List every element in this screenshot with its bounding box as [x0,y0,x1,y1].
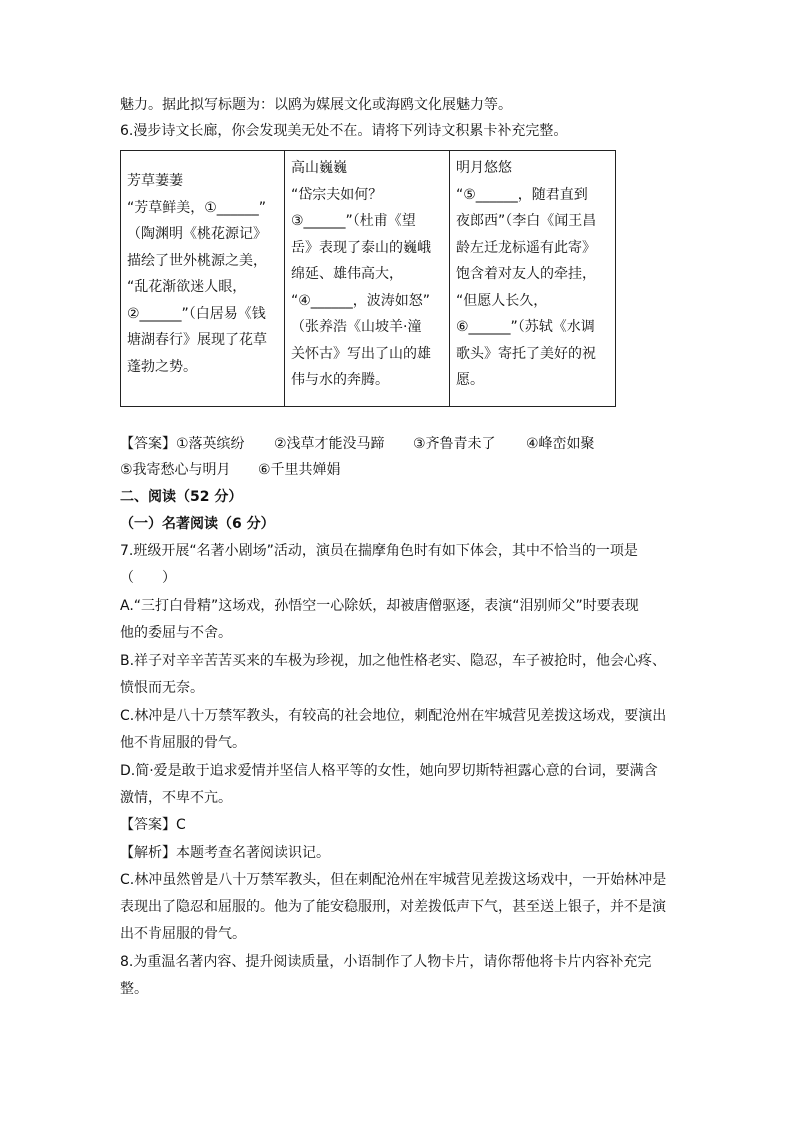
analysis-line-2: 表现出了隐忍和屈服的。他为了能安稳服刑，对差拨低声下气，甚至送上银子，并不是演 [120,899,666,915]
card-line: 塘湖春行》展现了花草 [127,332,267,348]
section-2-subheading: （一）名著阅读（6 分） [120,516,275,532]
card-line: “岱宗夫如何？ [291,186,383,203]
question-7-prompt: 7.班级开展“名著小剧场”活动，演员在揣摩角色时有如下体会，其中不恰当的一项是 [120,543,638,559]
option-d-line-1: D.简·爱是敢于追求爱情并坚信人格平等的女性，她向罗切斯特袒露心意的台词，要满含 [120,763,658,779]
poem-card-table [120,150,616,407]
question-6-answer-row-1 [120,435,640,453]
card-line: “芳草鲜美，①______” [127,199,267,216]
answer-item: ④峰峦如聚 [526,436,595,452]
option-c-line-2: 他不肯屈服的骨气。 [120,735,246,751]
card-line: 高山巍巍 [291,160,347,176]
option-b-line-2: 愤恨而无奈。 [120,680,204,696]
card-line: 歌头》寄托了美好的祝 [456,345,596,362]
intro-line: 魅力。据此拟写标题为：以鸥为媒展文化或海鸥文化展魅力等。 [120,97,512,113]
card-line: 伟与水的奔腾。 [291,372,389,388]
card-line: ③______”（杜甫《望 [291,213,416,229]
answer-item: ③齐鲁青未了 [413,436,496,452]
question-6-answer-row-2 [120,461,640,479]
question-7-analysis-label: 【解析】本题考查名著阅读识记。 [120,845,330,861]
card-line: 芳草萋萋 [127,173,183,189]
question-7-answer: 【答案】C [120,817,186,833]
card-line: ②______”（白居易《钱 [127,305,266,322]
section-2-heading: 二、阅读（52 分） [120,489,243,505]
card-line: 愿。 [456,372,484,388]
card-line: 描绘了世外桃源之美， [127,252,267,269]
poem-card-mountain [285,151,450,407]
card-line: 岳》表现了泰山的巍峨 [291,239,431,256]
card-line: ⑥______”（苏轼《水调 [456,319,595,335]
card-line: “⑤______，随君直到 [456,186,588,203]
analysis-line-3: 出不肯屈服的骨气。 [120,926,246,942]
card-line: 饱含着对友人的牵挂， [456,266,596,282]
card-line: 蓬勃之势。 [127,358,197,375]
answer-item: ②浅草才能没马蹄 [274,436,385,452]
poem-card-moon [450,151,616,407]
analysis-line-1: C.林冲虽然曾是八十万禁军教头，但在刺配沧州在牢城营见差拨这场戏中，一开始林冲是 [120,872,667,888]
answer-item: ①落英缤纷 [176,436,245,452]
option-d-line-2: 激情，不卑不亢。 [120,790,232,806]
card-line: （张养浩《山坡羊·潼 [291,319,422,335]
option-b-line-1: B.祥子对辛辛苦苦买来的车极为珍视，加之他性格老实、隐忍，车子被抢时，他会心疼、 [120,653,667,669]
answer-label: 【答案】 [120,436,176,452]
card-line: “乱花渐欲迷人眼， [127,279,247,295]
card-line: 龄左迁龙标遥有此寄》 [456,239,596,256]
card-line: （陶渊明《桃花源记》 [127,226,267,242]
question-8-prompt-cont: 整。 [120,981,148,997]
card-line: “但愿人长久， [456,292,548,309]
card-line: 明月悠悠 [456,160,512,176]
question-8-prompt: 8.为重温名著内容、提升阅读质量，小语制作了人物卡片，请你帮他将卡片内容补充完 [120,954,652,970]
option-a-line-2: 他的委屈与不舍。 [120,625,232,641]
question-7-bracket: （ ） [120,570,176,586]
answer-item: ⑤我寄愁心与明月 [120,462,231,478]
question-6-prompt: 6.漫步诗文长廊，你会发现美无处不在。请将下列诗文积累卡补充完整。 [120,123,568,139]
card-line: 夜郎西”（李白《闻王昌 [456,213,597,229]
option-c-line-1: C.林冲是八十万禁军教头，有较高的社会地位，刺配沧州在牢城营见差拨这场戏，要演出 [120,708,667,724]
poem-card-grass [121,151,285,407]
card-line: 关怀古》写出了山的雄 [291,345,431,362]
option-a-line-1: A.“三打白骨精”这场戏，孙悟空一心除妖，却被唐僧驱逐，表演“泪别师父”时要表现 [120,598,639,614]
answer-item: ⑥千里共婵娟 [258,462,341,478]
card-line: “④______，波涛如怒” [291,292,431,309]
card-line: 绵延、雄伟高大， [291,266,403,282]
